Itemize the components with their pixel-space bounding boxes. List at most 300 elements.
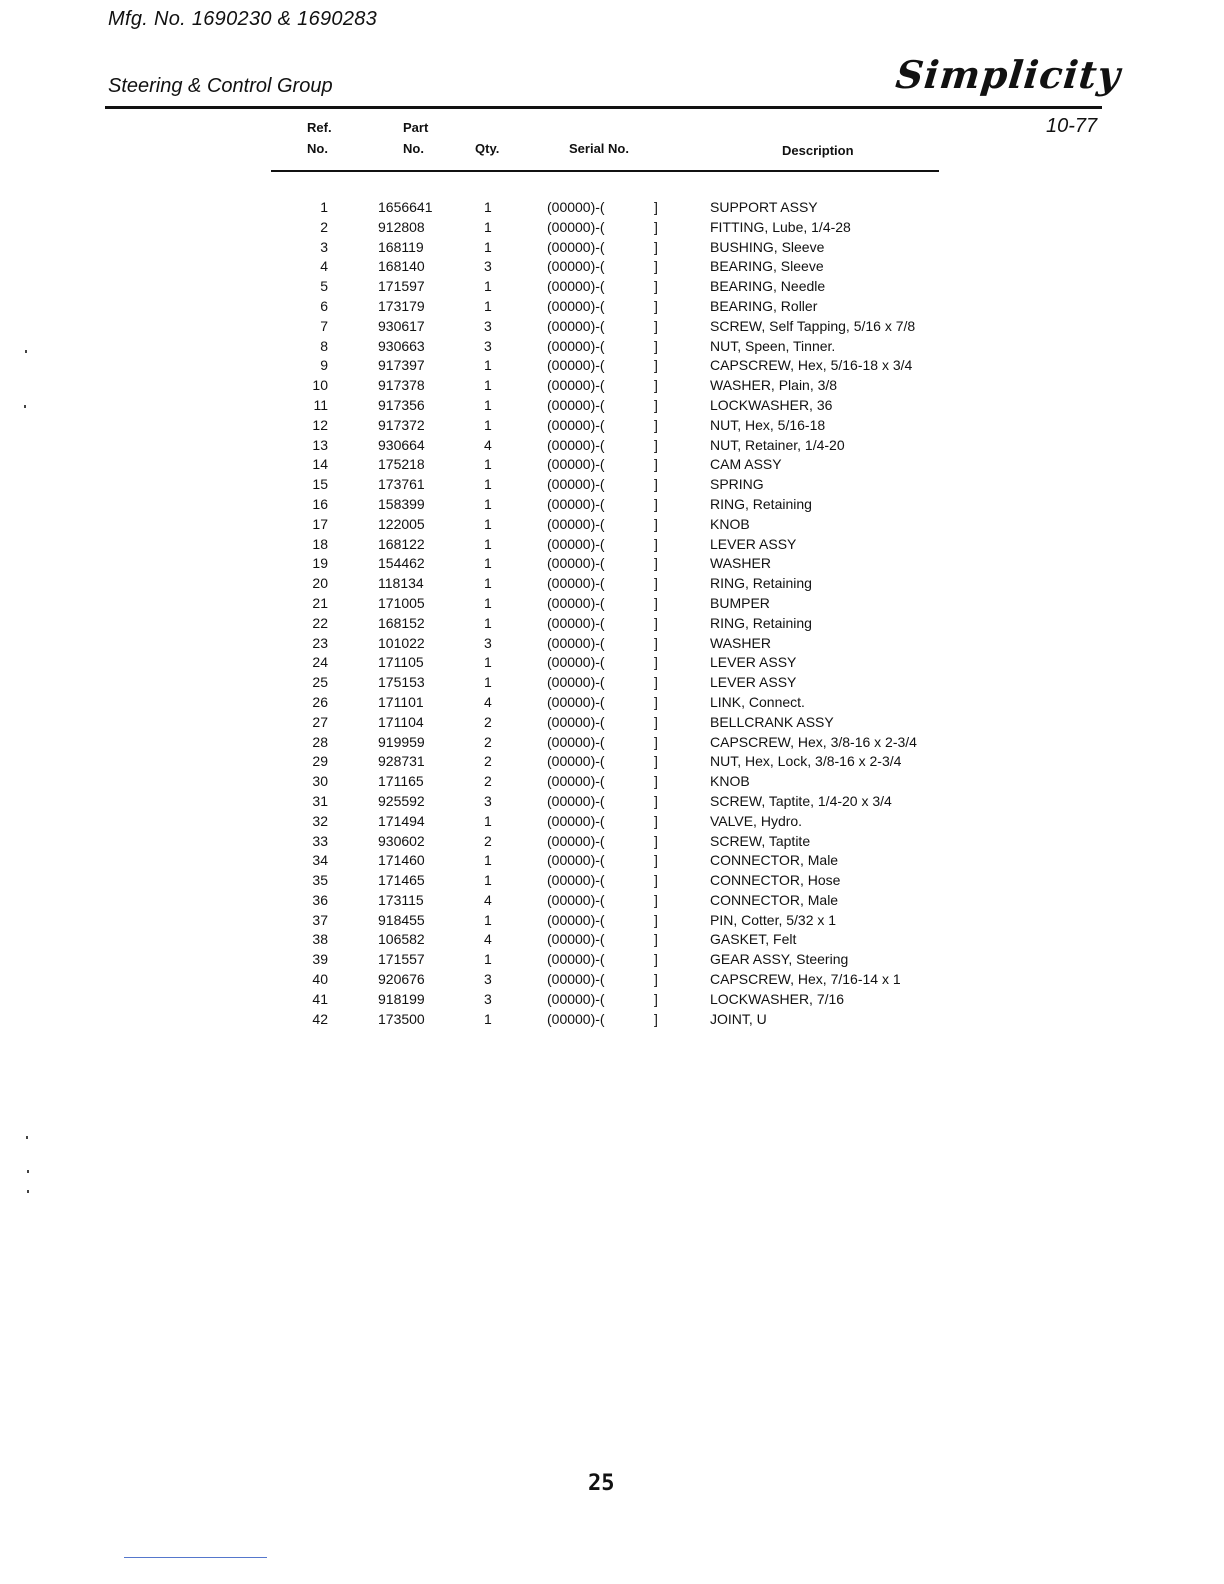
- description: WASHER: [710, 634, 771, 651]
- part-no: 930664: [378, 436, 425, 453]
- ref-no: 4: [320, 258, 328, 275]
- description: LEVER ASSY: [710, 674, 797, 691]
- ref-no: 13: [312, 436, 328, 453]
- part-no: 171460: [378, 852, 425, 869]
- part-no: 171465: [378, 872, 425, 889]
- serial-end: ]: [654, 337, 658, 354]
- ref-no: 37: [312, 911, 328, 928]
- table-row: [0, 297, 1224, 317]
- description: LINK, Connect.: [710, 693, 805, 710]
- serial-end: ]: [654, 495, 658, 512]
- serial-end: ]: [654, 693, 658, 710]
- serial-no: (00000)-(: [547, 278, 605, 295]
- qty: 3: [484, 337, 492, 354]
- description: NUT, Hex, Lock, 3/8-16 x 2-3/4: [710, 753, 902, 770]
- ref-no: 41: [312, 990, 328, 1007]
- ref-no: 6: [320, 297, 328, 314]
- ref-no: 5: [320, 278, 328, 295]
- col-header-serial: Serial No.: [569, 141, 629, 156]
- serial-end: ]: [654, 654, 658, 671]
- qty: 1: [484, 238, 492, 255]
- ref-no: 34: [312, 852, 328, 869]
- table-row: [0, 535, 1224, 555]
- table-row: [0, 851, 1224, 871]
- serial-no: (00000)-(: [547, 258, 605, 275]
- serial-no: (00000)-(: [547, 792, 605, 809]
- table-row: [0, 376, 1224, 396]
- part-no: 171557: [378, 951, 425, 968]
- table-row: [0, 337, 1224, 357]
- qty: 1: [484, 476, 492, 493]
- part-no: 173115: [378, 891, 424, 908]
- ref-no: 26: [312, 693, 328, 710]
- part-no: 919959: [378, 733, 425, 750]
- part-no: 173179: [378, 297, 425, 314]
- col-header-part-line2: No.: [403, 141, 424, 156]
- qty: 1: [484, 1010, 492, 1027]
- ref-no: 27: [312, 713, 328, 730]
- parts-table: [0, 198, 1224, 1029]
- part-no: 168152: [378, 614, 425, 631]
- qty: 2: [484, 753, 492, 770]
- ref-no: 18: [312, 535, 328, 552]
- serial-no: (00000)-(: [547, 753, 605, 770]
- table-row: [0, 634, 1224, 654]
- serial-end: ]: [654, 733, 658, 750]
- serial-end: ]: [654, 476, 658, 493]
- part-no: 168122: [378, 535, 425, 552]
- qty: 3: [484, 971, 492, 988]
- qty: 4: [484, 693, 492, 710]
- qty: 2: [484, 832, 492, 849]
- table-row: [0, 871, 1224, 891]
- serial-end: ]: [654, 258, 658, 275]
- qty: 1: [484, 812, 492, 829]
- part-no: 171104: [378, 713, 424, 730]
- qty: 1: [484, 872, 492, 889]
- ref-no: 32: [312, 812, 328, 829]
- serial-end: ]: [654, 436, 658, 453]
- table-row: [0, 198, 1224, 218]
- part-no: 175218: [378, 456, 425, 473]
- table-row: [0, 594, 1224, 614]
- part-no: 118134: [378, 575, 424, 592]
- part-no: 928731: [378, 753, 425, 770]
- serial-no: (00000)-(: [547, 199, 605, 215]
- part-no: 917397: [378, 357, 425, 374]
- part-no: 918199: [378, 990, 425, 1007]
- ref-no: 33: [312, 832, 328, 849]
- description: CONNECTOR, Male: [710, 891, 839, 908]
- serial-end: ]: [654, 535, 658, 552]
- qty: 1: [484, 416, 492, 433]
- serial-end: ]: [654, 674, 658, 691]
- qty: 1: [484, 218, 492, 235]
- ref-no: 42: [312, 1010, 328, 1027]
- ref-no: 15: [312, 476, 328, 493]
- description: FITTING, Lube, 1/4-28: [710, 218, 851, 235]
- part-no: 175153: [378, 674, 425, 691]
- serial-no: (00000)-(: [547, 238, 605, 255]
- description: GASKET, Felt: [710, 931, 797, 948]
- serial-no: (00000)-(: [547, 456, 605, 473]
- table-row: [0, 475, 1224, 495]
- part-no: 912808: [378, 218, 425, 235]
- serial-no: (00000)-(: [547, 674, 605, 691]
- date-code: 10-77: [1046, 115, 1098, 137]
- qty: 1: [484, 495, 492, 512]
- serial-no: (00000)-(: [547, 911, 605, 928]
- ref-no: 28: [312, 733, 328, 750]
- qty: 1: [484, 555, 492, 572]
- ref-no: 12: [312, 416, 328, 433]
- serial-end: ]: [654, 218, 658, 235]
- qty: 1: [484, 674, 492, 691]
- part-no: 930663: [378, 337, 425, 354]
- serial-end: ]: [654, 377, 658, 394]
- ref-no: 16: [312, 495, 328, 512]
- description: SCREW, Self Tapping, 5/16 x 7/8: [710, 317, 916, 334]
- qty: 2: [484, 773, 492, 790]
- serial-no: (00000)-(: [547, 357, 605, 374]
- ref-no: 23: [312, 634, 328, 651]
- serial-no: (00000)-(: [547, 515, 605, 532]
- part-no: 171165: [378, 773, 424, 790]
- table-row: [0, 455, 1224, 475]
- qty: 1: [484, 456, 492, 473]
- table-row: [0, 832, 1224, 852]
- qty: 1: [484, 396, 492, 413]
- col-header-description: Description: [782, 143, 854, 158]
- description: LEVER ASSY: [710, 654, 797, 671]
- qty: 3: [484, 317, 492, 334]
- description: CONNECTOR, Hose: [710, 872, 841, 889]
- serial-end: ]: [654, 891, 658, 908]
- description: PIN, Cotter, 5/32 x 1: [710, 911, 837, 928]
- table-row: [0, 1010, 1224, 1030]
- serial-no: (00000)-(: [547, 297, 605, 314]
- description: VALVE, Hydro.: [710, 812, 803, 829]
- serial-no: (00000)-(: [547, 1010, 605, 1027]
- ref-no: 31: [312, 792, 328, 809]
- serial-no: (00000)-(: [547, 654, 605, 671]
- table-row: [0, 416, 1224, 436]
- group-title: Steering & Control Group: [108, 75, 333, 97]
- serial-no: (00000)-(: [547, 872, 605, 889]
- qty: 1: [484, 535, 492, 552]
- ref-no: 7: [320, 317, 328, 334]
- table-row: [0, 574, 1224, 594]
- description: SCREW, Taptite: [710, 832, 811, 849]
- qty: 2: [484, 713, 492, 730]
- serial-end: ]: [654, 278, 658, 295]
- part-no: 917356: [378, 396, 425, 413]
- table-row: [0, 693, 1224, 713]
- qty: 4: [484, 891, 492, 908]
- part-no: 168119: [378, 238, 424, 255]
- description: BUSHING, Sleeve: [710, 238, 825, 255]
- qty: 1: [484, 357, 492, 374]
- qty: 3: [484, 634, 492, 651]
- table-row: [0, 653, 1224, 673]
- qty: 4: [484, 931, 492, 948]
- qty: 1: [484, 377, 492, 394]
- ref-no: 35: [312, 872, 328, 889]
- ref-no: 20: [312, 575, 328, 592]
- description: BEARING, Roller: [710, 297, 818, 314]
- serial-end: ]: [654, 773, 658, 790]
- qty: 1: [484, 594, 492, 611]
- serial-end: ]: [654, 575, 658, 592]
- table-row: [0, 792, 1224, 812]
- ref-no: 21: [312, 594, 328, 611]
- qty: 1: [484, 654, 492, 671]
- serial-no: (00000)-(: [547, 852, 605, 869]
- serial-end: ]: [654, 456, 658, 473]
- scan-speck: [24, 405, 26, 408]
- description: WASHER: [710, 555, 771, 572]
- ref-no: 36: [312, 891, 328, 908]
- serial-no: (00000)-(: [547, 436, 605, 453]
- serial-no: (00000)-(: [547, 416, 605, 433]
- serial-no: (00000)-(: [547, 377, 605, 394]
- qty: 3: [484, 792, 492, 809]
- serial-end: ]: [654, 792, 658, 809]
- table-row: [0, 950, 1224, 970]
- serial-no: (00000)-(: [547, 951, 605, 968]
- description: SPRING: [710, 476, 764, 493]
- ref-no: 19: [312, 555, 328, 572]
- table-row: [0, 436, 1224, 456]
- scan-speck: [25, 350, 27, 353]
- part-no: 106582: [378, 931, 425, 948]
- description: JOINT, U: [710, 1010, 767, 1027]
- part-no: 171494: [378, 812, 425, 829]
- col-header-ref-line2: No.: [307, 141, 328, 156]
- table-row: [0, 554, 1224, 574]
- serial-end: ]: [654, 515, 658, 532]
- serial-end: ]: [654, 594, 658, 611]
- qty: 1: [484, 278, 492, 295]
- col-header-part-line1: Part: [403, 120, 429, 135]
- ref-no: 29: [312, 753, 328, 770]
- serial-end: ]: [654, 614, 658, 631]
- serial-no: (00000)-(: [547, 218, 605, 235]
- part-no: 171597: [378, 278, 425, 295]
- ref-no: 40: [312, 971, 328, 988]
- description: BEARING, Sleeve: [710, 258, 824, 275]
- serial-end: ]: [654, 832, 658, 849]
- col-header-ref-line1: Ref.: [307, 120, 332, 135]
- part-no: 917372: [378, 416, 425, 433]
- ref-no: 9: [320, 357, 328, 374]
- col-header-qty: Qty.: [475, 141, 500, 156]
- part-no: 158399: [378, 495, 425, 512]
- part-no: 122005: [378, 515, 425, 532]
- ref-no: 10: [312, 377, 328, 394]
- table-row: [0, 772, 1224, 792]
- serial-end: ]: [654, 971, 658, 988]
- table-row: [0, 356, 1224, 376]
- table-row: [0, 930, 1224, 950]
- description: BELLCRANK ASSY: [710, 713, 834, 730]
- table-row: [0, 218, 1224, 238]
- description: WASHER, Plain, 3/8: [710, 377, 838, 394]
- description: CAPSCREW, Hex, 7/16-14 x 1: [710, 971, 901, 988]
- serial-end: ]: [654, 416, 658, 433]
- part-no: 171105: [378, 654, 424, 671]
- qty: 2: [484, 733, 492, 750]
- serial-end: ]: [654, 812, 658, 829]
- description: LEVER ASSY: [710, 535, 797, 552]
- serial-end: ]: [654, 297, 658, 314]
- table-row: [0, 752, 1224, 772]
- part-no: 917378: [378, 377, 425, 394]
- ref-no: 39: [312, 951, 328, 968]
- ref-no: 38: [312, 931, 328, 948]
- serial-no: (00000)-(: [547, 812, 605, 829]
- table-row: [0, 238, 1224, 258]
- mfg-number: Mfg. No. 1690230 & 1690283: [108, 8, 378, 30]
- table-row: [0, 713, 1224, 733]
- table-row: [0, 614, 1224, 634]
- qty: 1: [484, 297, 492, 314]
- serial-end: ]: [654, 911, 658, 928]
- ref-no: 3: [320, 238, 328, 255]
- serial-end: ]: [654, 951, 658, 968]
- serial-no: (00000)-(: [547, 495, 605, 512]
- ref-no: 30: [312, 773, 328, 790]
- table-row: [0, 515, 1224, 535]
- serial-end: ]: [654, 357, 658, 374]
- serial-no: (00000)-(: [547, 971, 605, 988]
- serial-no: (00000)-(: [547, 634, 605, 651]
- serial-no: (00000)-(: [547, 555, 605, 572]
- description: RING, Retaining: [710, 495, 812, 512]
- description: RING, Retaining: [710, 614, 812, 631]
- serial-end: ]: [654, 1010, 658, 1027]
- part-no: 920676: [378, 971, 425, 988]
- description: CONNECTOR, Male: [710, 852, 839, 869]
- part-no: 101022: [378, 634, 425, 651]
- qty: 1: [484, 911, 492, 928]
- serial-end: ]: [654, 753, 658, 770]
- serial-end: ]: [654, 396, 658, 413]
- table-row: [0, 733, 1224, 753]
- description: NUT, Speen, Tinner.: [710, 337, 836, 354]
- part-no: 1656641: [378, 199, 433, 215]
- serial-end: ]: [654, 931, 658, 948]
- qty: 1: [484, 852, 492, 869]
- ref-no: 1: [320, 199, 328, 215]
- description: SUPPORT ASSY: [710, 199, 818, 215]
- table-row: [0, 495, 1224, 515]
- description: LOCKWASHER, 7/16: [710, 990, 845, 1007]
- table-row: [0, 970, 1224, 990]
- description: KNOB: [710, 515, 750, 532]
- serial-no: (00000)-(: [547, 594, 605, 611]
- qty: 1: [484, 614, 492, 631]
- serial-end: ]: [654, 852, 658, 869]
- table-row: [0, 990, 1224, 1010]
- serial-no: (00000)-(: [547, 575, 605, 592]
- part-no: 173500: [378, 1010, 425, 1027]
- qty: 3: [484, 258, 492, 275]
- qty: 1: [484, 951, 492, 968]
- ref-no: 2: [320, 218, 328, 235]
- description: LOCKWASHER, 36: [710, 396, 833, 413]
- qty: 4: [484, 436, 492, 453]
- table-row: [0, 257, 1224, 277]
- table-row: [0, 891, 1224, 911]
- brand-logo: Simplicity: [893, 52, 1124, 97]
- footer-rule: [124, 1557, 267, 1558]
- description: CAM ASSY: [710, 456, 782, 473]
- serial-end: ]: [654, 199, 658, 215]
- serial-no: (00000)-(: [547, 990, 605, 1007]
- serial-end: ]: [654, 872, 658, 889]
- part-no: 171005: [378, 594, 425, 611]
- description: SCREW, Taptite, 1/4-20 x 3/4: [710, 792, 892, 809]
- qty: 1: [484, 575, 492, 592]
- table-row: [0, 812, 1224, 832]
- ref-no: 8: [320, 337, 328, 354]
- ref-no: 24: [312, 654, 328, 671]
- description: NUT, Hex, 5/16-18: [710, 416, 826, 433]
- description: GEAR ASSY, Steering: [710, 951, 849, 968]
- part-no: 930602: [378, 832, 425, 849]
- serial-no: (00000)-(: [547, 337, 605, 354]
- part-no: 918455: [378, 911, 425, 928]
- part-no: 173761: [378, 476, 425, 493]
- ref-no: 17: [312, 515, 328, 532]
- part-no: 154462: [378, 555, 425, 572]
- ref-no: 11: [313, 396, 328, 413]
- page-number: 25: [588, 1471, 615, 1496]
- description: CAPSCREW, Hex, 3/8-16 x 2-3/4: [710, 733, 917, 750]
- serial-no: (00000)-(: [547, 733, 605, 750]
- serial-no: (00000)-(: [547, 693, 605, 710]
- part-no: 930617: [378, 317, 425, 334]
- ref-no: 14: [312, 456, 328, 473]
- table-row: [0, 277, 1224, 297]
- serial-end: ]: [654, 990, 658, 1007]
- table-row: [0, 317, 1224, 337]
- description: BUMPER: [710, 594, 770, 611]
- serial-no: (00000)-(: [547, 535, 605, 552]
- serial-end: ]: [654, 634, 658, 651]
- serial-no: (00000)-(: [547, 713, 605, 730]
- scan-speck: [27, 1190, 29, 1193]
- serial-no: (00000)-(: [547, 931, 605, 948]
- serial-end: ]: [654, 713, 658, 730]
- part-no: 168140: [378, 258, 425, 275]
- scan-speck: [26, 1136, 28, 1139]
- part-no: 925592: [378, 792, 425, 809]
- header-divider: [105, 106, 1102, 109]
- serial-end: ]: [654, 238, 658, 255]
- table-row: [0, 911, 1224, 931]
- table-header-rule: [271, 170, 939, 172]
- table-row: [0, 673, 1224, 693]
- serial-end: ]: [654, 317, 658, 334]
- description: CAPSCREW, Hex, 5/16-18 x 3/4: [710, 357, 913, 374]
- qty: 1: [484, 515, 492, 532]
- serial-no: (00000)-(: [547, 476, 605, 493]
- part-no: 171101: [378, 693, 424, 710]
- serial-no: (00000)-(: [547, 891, 605, 908]
- description: KNOB: [710, 773, 750, 790]
